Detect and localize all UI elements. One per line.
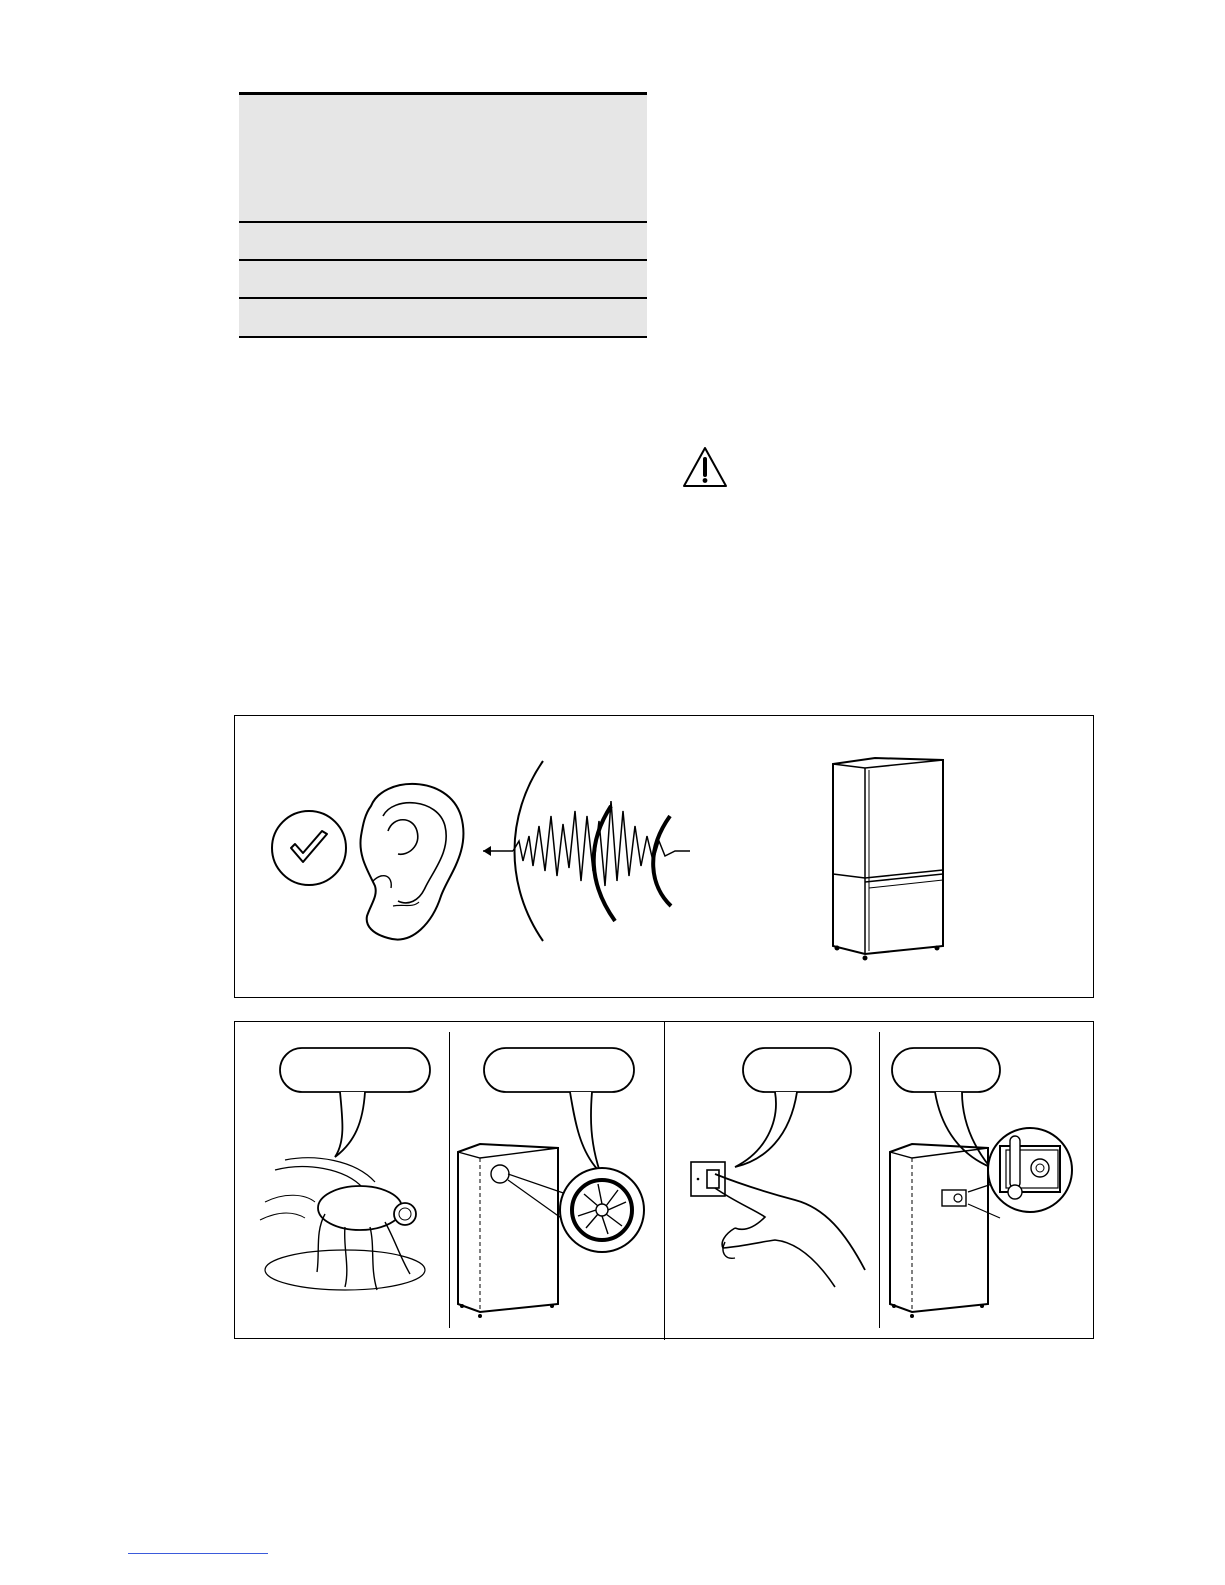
table-row: [239, 185, 647, 223]
warning-triangle-icon: [681, 445, 729, 489]
panel-fan: [450, 1022, 664, 1340]
noise-figure-top: [234, 715, 1094, 998]
footer-link-underline[interactable]: [128, 1553, 268, 1554]
hand-switch-icon: [665, 1042, 879, 1332]
panel-thermostat: [880, 1022, 1094, 1340]
fridge-thermostat-icon: [880, 1042, 1094, 1332]
panel-fly: [235, 1022, 449, 1340]
table-header-row: [239, 92, 647, 188]
spec-table: [239, 92, 647, 338]
checkmark-icon: [269, 808, 349, 888]
ear-icon: [353, 776, 473, 946]
panel-switch: [665, 1022, 879, 1340]
noise-figure-bottom: [234, 1021, 1094, 1339]
fly-buzzing-icon: [245, 1042, 445, 1322]
table-row: [239, 299, 647, 338]
sound-wave-icon: [475, 756, 715, 956]
table-row: [239, 223, 647, 261]
fridge-fan-icon: [450, 1042, 664, 1332]
fridge-freezer-icon: [825, 756, 955, 971]
table-row: [239, 261, 647, 299]
